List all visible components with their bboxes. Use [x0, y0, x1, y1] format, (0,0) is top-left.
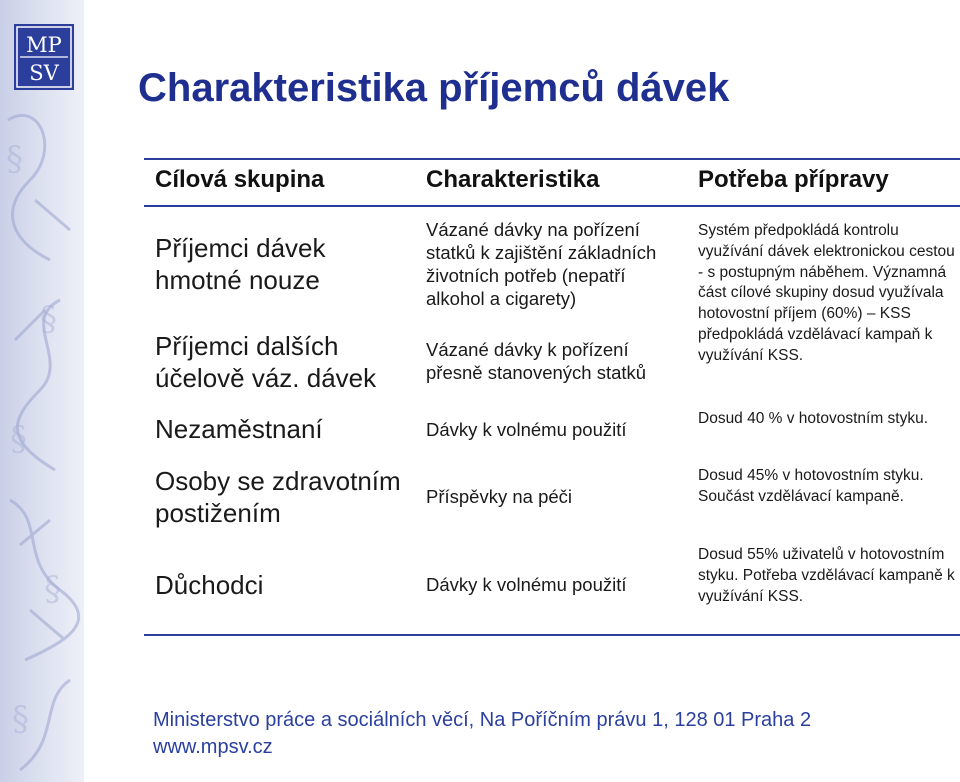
- header-target-group: Cílová skupina: [155, 166, 325, 193]
- side-pattern: [0, 0, 84, 782]
- char-basic-needs-benefits: Vázané dávky na pořízení statků k zajištění základních životních potřeb (nepatří alkohol a cigarety): [426, 219, 657, 309]
- group-material-need: Příjemci dávek hmotné nouze: [155, 233, 326, 295]
- table-bottom-rule: [144, 634, 960, 636]
- footer-address: Ministerstvo práce a sociálních věcí, Na Poříčním právu 1, 128 01 Praha 2: [153, 709, 812, 731]
- table-header-rule: [144, 205, 960, 207]
- svg-text:MP: MP: [26, 33, 62, 57]
- page-title: Charakteristika příjemců dávek: [138, 66, 730, 110]
- svg-text:§: §: [6, 139, 23, 179]
- header-preparation-need: Potřeba přípravy: [698, 166, 889, 193]
- decorative-side-strip: [0, 0, 84, 782]
- group-pensioners: Důchodci: [155, 570, 264, 600]
- need-unemployed: Dosud 40 % v hotovostním styku.: [698, 410, 929, 427]
- char-specified-goods-benefits: Vázané dávky k pořízení přesně stanovených statků: [426, 339, 647, 383]
- svg-text:§: §: [12, 699, 29, 739]
- group-unemployed: Nezaměstnaní: [155, 414, 323, 444]
- svg-text:§: §: [40, 299, 57, 339]
- mpsv-logo: [14, 24, 74, 90]
- footer-url[interactable]: www.mpsv.cz: [153, 736, 273, 758]
- svg-text:SV: SV: [29, 61, 59, 85]
- char-disabled: Příspěvky na péči: [426, 486, 573, 507]
- table-top-rule: [144, 158, 960, 160]
- need-pensioners: Dosud 55% uživatelů v hotovostním styku. Potřeba vzdělávací kampaně k využívání KSS.: [698, 546, 955, 605]
- char-unemployed: Dávky k volnému použití: [426, 419, 627, 440]
- svg-text:§: §: [10, 419, 27, 459]
- group-disabled: Osoby se zdravotním postižením: [155, 466, 401, 528]
- header-characteristics: Charakteristika: [426, 166, 600, 193]
- need-electronic-control: Systém předpokládá kontrolu využívání dávek elektronickou cestou - s postupným náběhem. Významná část cílové skupiny dosud využívala hotovostní příjem (60%) – KSS předpokládá vzdělávací kampaň k využívání KSS.: [698, 222, 955, 364]
- svg-text:§: §: [44, 569, 61, 609]
- char-pensioners: Dávky k volnému použití: [426, 574, 627, 595]
- group-other-earmarked-benefits: Příjemci dalších účelově váz. dávek: [155, 331, 377, 393]
- need-disabled: Dosud 45% v hotovostním styku. Součást vzdělávací kampaně.: [698, 467, 924, 505]
